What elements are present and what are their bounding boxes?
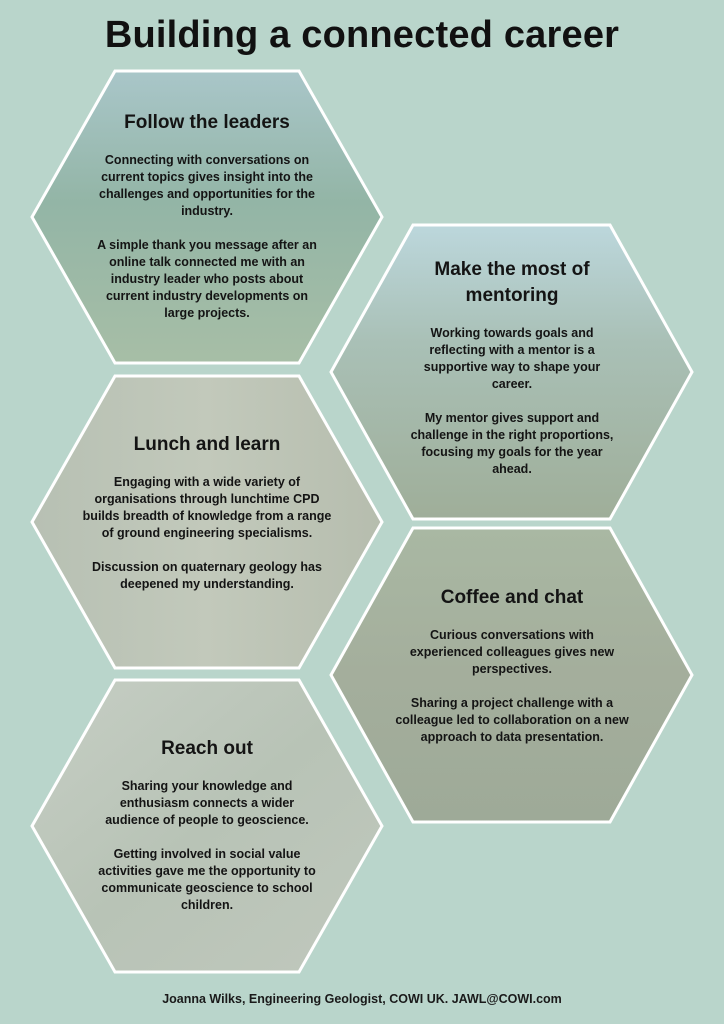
section-paragraph: Engaging with a wide variety of organisations through lunchtime CPD builds breadth of knowledge from a range of ground engineering specialisms. (82, 475, 332, 540)
section-heading: Make the most of mentoring (434, 259, 590, 306)
page-title: Building a connected career (104, 14, 620, 56)
section-paragraph: Sharing your knowledge and enthusiasm connects a wider audience of people to geoscience. (105, 779, 309, 827)
section-paragraph: Curious conversations with experienced colleagues gives new perspectives. (409, 628, 615, 676)
section-paragraph: Discussion on quaternary geology has deepened my understanding. (92, 560, 322, 591)
section-paragraph: Getting involved in social value activities gave me the opportunity to communicate geoscience to school children. (98, 847, 316, 912)
footer-credit: Joanna Wilks, Engineering Geologist, COWI UK. JAWL@COWI.com (162, 992, 562, 1006)
section-paragraph: My mentor gives support and challenge in the right proportions, focusing my goals for the year ahead. (410, 411, 614, 476)
section-reach-out (92, 736, 322, 931)
section-mentoring (406, 257, 618, 495)
section-paragraph: A simple thank you message after an online talk connected me with an industry leader who posts about current industry developments on large projects. (97, 238, 317, 320)
section-coffee-and-chat (394, 585, 630, 763)
section-follow-the-leaders (92, 110, 322, 339)
section-heading: Lunch and learn (133, 434, 281, 455)
section-lunch-and-learn (82, 432, 332, 610)
section-paragraph: Connecting with conversations on current topics gives insight into the challenges and opportunities for the industry. (99, 153, 315, 218)
section-paragraph: Sharing a project challenge with a colleague led to collaboration on a new approach to data presentation. (395, 696, 629, 744)
section-heading: Coffee and chat (440, 587, 584, 608)
section-heading: Follow the leaders (124, 112, 290, 133)
section-heading: Reach out (161, 738, 253, 759)
section-paragraph: Working towards goals and reflecting with a mentor is a supportive way to shape your career. (423, 326, 601, 391)
